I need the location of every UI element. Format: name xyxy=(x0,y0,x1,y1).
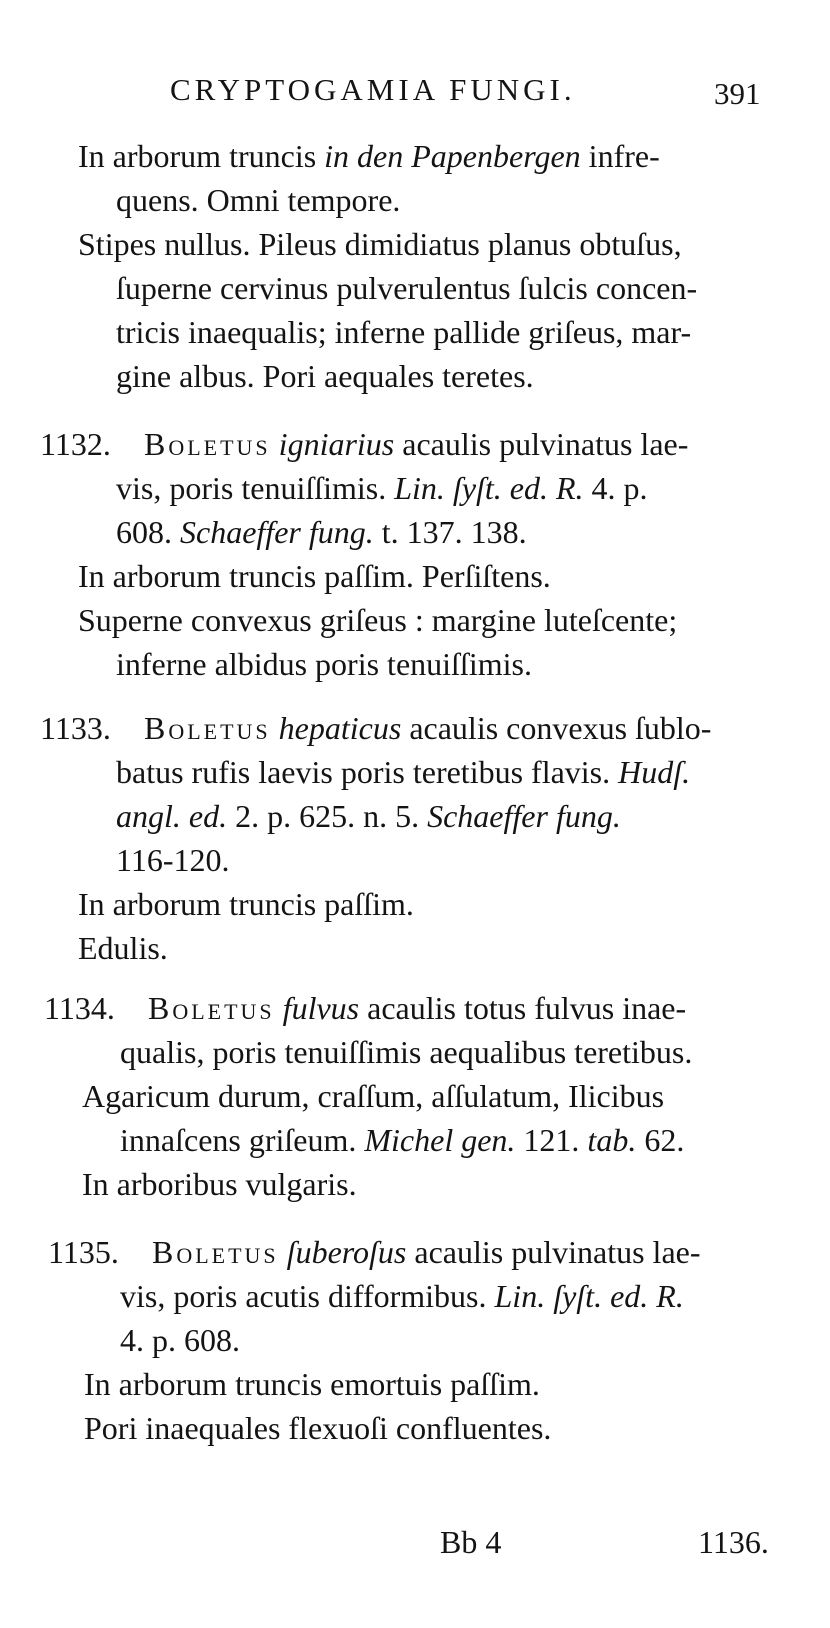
running-head: CRYPTOGAMIA FUNGI. xyxy=(170,72,576,107)
signature-mark: Bb 4 xyxy=(440,1524,502,1560)
entry-habitat: In arborum truncis paſſim. xyxy=(78,886,414,922)
entry-heading: Boletus hepaticus acaulis convexus ſublo- xyxy=(144,710,712,746)
entry-number: 1133. xyxy=(40,710,111,746)
entry-note: Edulis. xyxy=(78,930,168,966)
entry-synonym: innaſcens griſeum. Michel gen. 121. tab. 62. xyxy=(120,1122,685,1158)
continuation-description-line-2: ſuperne cervinus pulverulentus ſulcis concen- xyxy=(116,270,698,306)
entry-synonym: Agaricum durum, craſſum, aſſulatum, Ilicibus xyxy=(82,1078,665,1114)
entry-line: vis, poris tenuiſſimis. Lin. ſyſt. ed. R. 4. p. xyxy=(116,470,648,506)
entry-habitat: In arborum truncis paſſim. Perſiſtens. xyxy=(78,558,551,594)
entry-description: Pori inaequales flexuoſi confluentes. xyxy=(84,1410,552,1446)
entry-line: batus rufis laevis poris teretibus flavis. Hudſ. xyxy=(116,754,691,790)
continuation-habitat-line-1: In arborum truncis in den Papenbergen infre- xyxy=(78,138,660,174)
entry-number: 1135. xyxy=(48,1234,119,1270)
entry-line: 608. Schaeffer fung. t. 137. 138. xyxy=(116,514,527,550)
catchword: 1136. xyxy=(698,1524,769,1560)
entry-line: 116-120. xyxy=(116,842,230,878)
entry-habitat: In arboribus vulgaris. xyxy=(82,1166,357,1202)
entry-description: Superne convexus griſeus : margine luteſcente; xyxy=(78,602,678,638)
entry-heading: Boletus ſuberoſus acaulis pulvinatus lae- xyxy=(152,1234,701,1270)
entry-description: inferne albidus poris tenuiſſimis. xyxy=(116,646,532,682)
continuation-habitat-line-2: quens. Omni tempore. xyxy=(116,182,401,218)
entry-habitat: In arborum truncis emortuis paſſim. xyxy=(84,1366,540,1402)
entry-number: 1134. xyxy=(44,990,115,1026)
continuation-description-line-3: tricis inaequalis; inferne pallide griſeus, mar- xyxy=(116,314,692,350)
entry-heading: Boletus igniarius acaulis pulvinatus lae- xyxy=(144,426,689,462)
entry-heading: Boletus fulvus acaulis totus fulvus inae- xyxy=(148,990,687,1026)
entry-number: 1132. xyxy=(40,426,111,462)
entry-line: 4. p. 608. xyxy=(120,1322,240,1358)
continuation-description-line-1: Stipes nullus. Pileus dimidiatus planus obtuſus, xyxy=(78,226,682,262)
page-number: 391 xyxy=(714,76,761,111)
entry-line: qualis, poris tenuiſſimis aequalibus teretibus. xyxy=(120,1034,693,1070)
continuation-description-line-4: gine albus. Pori aequales teretes. xyxy=(116,358,534,394)
entry-line: vis, poris acutis difformibus. Lin. ſyſt. ed. R. xyxy=(120,1278,684,1314)
entry-line: angl. ed. 2. p. 625. n. 5. Schaeffer fung. xyxy=(116,798,621,834)
